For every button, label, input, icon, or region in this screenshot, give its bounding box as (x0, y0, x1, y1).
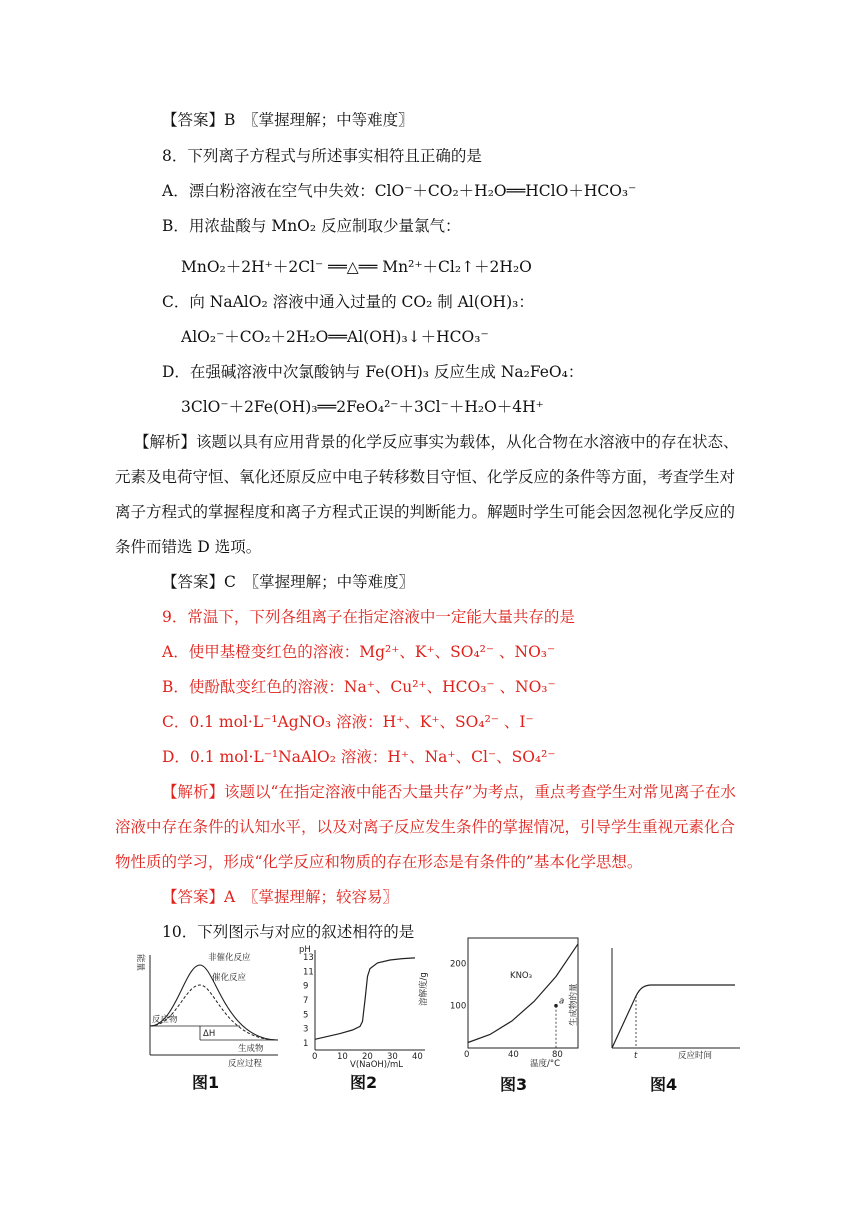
figure-2-ytick: 5 (303, 1010, 309, 1021)
figure-1-xlabel: 反应过程 (228, 1059, 263, 1069)
figure-4-plot (569, 930, 750, 1070)
figure-2 (295, 930, 435, 1100)
question-9-option-b: B．使酚酞变红色的溶液：Na⁺、Cu²⁺、HCO₃⁻ 、NO₃⁻ (162, 678, 556, 696)
figure-1-caption: 图1 (192, 1073, 220, 1092)
figure-1-curve1-label: 非催化反应 (208, 953, 251, 963)
figure-3-point-a (554, 1004, 558, 1008)
figure-3-caption: 图3 (500, 1075, 528, 1094)
figure-4-curve (612, 985, 735, 1048)
figure-2-ylabel: pH (299, 945, 311, 955)
figure-1-plot (130, 930, 280, 1070)
figure-2-xtick: 20 (362, 1052, 373, 1062)
question-9-option-d: D．0.1 mol·L⁻¹NaAlO₂ 溶液：H⁺、Na⁺、Cl⁻、SO₄²⁻ (162, 748, 556, 766)
explanation-8-line3: 离子方程式的掌握程度和离子方程式正误的判断能力。解题时学生可能会因忽视化学反应的 (115, 503, 736, 521)
figure-1-reactant-label: 反应物 (152, 1015, 178, 1025)
answer-q8: 【答案】C 〖掌握理解；中等难度〗 (162, 573, 415, 591)
figure-2-caption: 图2 (350, 1073, 378, 1092)
figure-2-xlabel: V(NaOH)/mL (350, 1060, 403, 1070)
figure-4-t-tick: t (634, 1051, 638, 1061)
figure-3-plot (419, 930, 588, 1070)
answer-q7-text: 【答案】B 〖掌握理解；中等难度〗 (162, 111, 414, 129)
question-9-option-c: C．0.1 mol·L⁻¹AgNO₃ 溶液：H⁺、K⁺、SO₄²⁻ 、I⁻ (162, 713, 534, 731)
figure-3 (419, 930, 588, 1100)
explanation-9-line1: 【解析】该题以“在指定溶液中能否大量共存”为考点，重点考查学生对常见离子在水 (162, 783, 736, 801)
figure-1-product-label: 生成物 (238, 1044, 264, 1054)
question-9-option-a: A．使甲基橙变红色的溶液：Mg²⁺、K⁺、SO₄²⁻ 、NO₃⁻ (162, 643, 556, 661)
figure-3-series-label: KNO₃ (510, 971, 533, 981)
figure-2-xtick: 0 (312, 1052, 318, 1062)
figure-4 (569, 930, 750, 1100)
figure-3-solubility-curve (468, 944, 578, 1043)
figure-1-curve2-label: 催化反应 (212, 973, 247, 983)
figure-2-xtick: 30 (387, 1052, 398, 1062)
figure-3-point-label: a (559, 996, 565, 1007)
explanation-8-line4: 条件而错选 D 选项。 (115, 538, 262, 556)
answer-q9: 【答案】A 〖掌握理解；较容易〗 (162, 888, 398, 906)
figure-1-dh-label: ΔH (203, 1029, 216, 1039)
question-8-option-c: C．向 NaAlO₂ 溶液中通入过量的 CO₂ 制 Al(OH)₃： (162, 293, 534, 311)
figure-4-xlabel: 反应时间 (678, 1051, 713, 1061)
question-8-option-d: D．在强碱溶液中次氯酸钠与 Fe(OH)₃ 反应生成 Na₂FeO₄： (162, 363, 584, 381)
figure-2-xtick: 10 (337, 1052, 348, 1062)
question-8-option-a: A．漂白粉溶液在空气中失效：ClO⁻＋CO₂＋H₂O══HClO＋HCO₃⁻ (162, 182, 637, 200)
figure-1 (130, 930, 280, 1100)
answer-q7 (162, 110, 414, 130)
figure-3-ytick: 100 (450, 1001, 467, 1012)
figure-2-ytick: 3 (303, 1024, 309, 1035)
figure-3-xlabel: 温度/°C (530, 1059, 561, 1069)
explanation-8-line2: 元素及电荷守恒、氧化还原反应中电子转移数目守恒、化学反应的条件等方面，考查学生对 (115, 468, 736, 486)
figure-2-ytick: 13 (303, 953, 314, 964)
figure-2-plot (295, 930, 435, 1070)
explanation-8-line1: 【解析】该题以具有应用背景的化学反应事实为载体，从化合物在水溶液中的存在状态、 (134, 433, 739, 451)
figure-2-ytick: 11 (303, 967, 314, 978)
explanation-9-line2: 溶液中存在条件的认知水平，以及对离子反应发生条件的掌握情况，引导学生重视元素化合 (115, 818, 736, 836)
figure-2-ytick: 7 (303, 996, 309, 1006)
question-8-option-b-equation: MnO₂＋2H⁺＋2Cl⁻ ══△══ Mn²⁺＋Cl₂↑＋2H₂O (181, 258, 532, 276)
question-8-option-d-equation: 3ClO⁻＋2Fe(OH)₃══2FeO₄²⁻＋3Cl⁻＋H₂O＋4H⁺ (181, 398, 544, 416)
question-8-option-b: B．用浓盐酸与 MnO₂ 反应制取少量氯气： (162, 217, 461, 235)
question-8: 8．下列离子方程式与所述事实相符且正确的是 (162, 147, 482, 165)
figure-row (130, 930, 750, 1100)
figure-3-xtick: 80 (552, 1050, 563, 1060)
figure-2-titration-curve (315, 958, 415, 1039)
question-8-option-c-equation: AlO₂⁻＋CO₂＋2H₂O══Al(OH)₃↓＋HCO₃⁻ (181, 328, 489, 346)
explanation-9-line3: 物性质的学习，形成“化学反应和物质的存在形态是有条件的”基本化学思想。 (115, 853, 643, 871)
figure-3-xtick: 40 (508, 1050, 519, 1060)
question-10: 10．下列图示与对应的叙述相符的是 (162, 923, 415, 941)
figure-2-ytick: 9 (303, 981, 309, 992)
figure-1-ylabel: 能量 (135, 954, 145, 972)
figure-3-xtick: 0 (464, 1050, 470, 1060)
figure-4-caption: 图4 (650, 1075, 678, 1094)
figure-2-xtick: 40 (412, 1052, 423, 1062)
figure-2-ytick: 1 (303, 1038, 309, 1049)
figure-4-ylabel: 生成物的量 (569, 983, 579, 1026)
question-9: 9．常温下，下列各组离子在指定溶液中一定能大量共存的是 (162, 608, 575, 626)
figure-3-ytick: 200 (450, 959, 467, 970)
figure-3-ylabel: 溶解度/g (419, 972, 429, 1006)
